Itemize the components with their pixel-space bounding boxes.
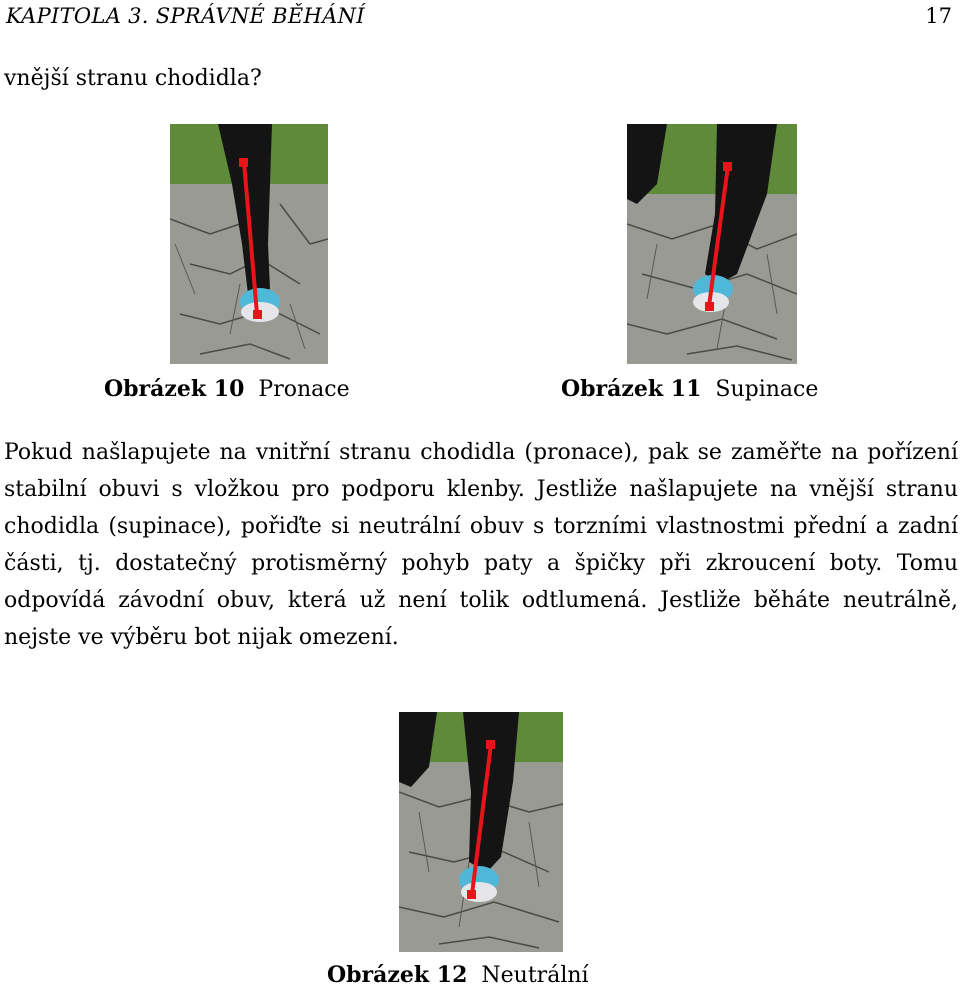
- figure-11-caption-text: Supinace: [715, 377, 819, 402]
- running-header-chapter: KAPITOLA 3. SPRÁVNÉ BĚHÁNÍ: [6, 4, 365, 28]
- body-paragraph: Pokud našlapujete na vnitřní stranu chodidla (pronace), pak se zaměřte na pořízení stabilní obuvi s vložkou pro podporu klenby. Jestliže našlapujete na vnější stranu chodidla (supinace), pořiďte si neutrální obuv s torzními vlastnostmi přední a zadní části, tj. dostatečný protisměrný pohyb paty a špičky při zkroucení boty. Tomu odpovídá závodní obuv, která už není tolik odtlumená. Jestliže běháte neutrálně, nejste ve výběru bot nijak omezení.: [4, 440, 958, 650]
- figure-neutralni-photo: [399, 712, 563, 952]
- figure-12-label: Obrázek 12: [327, 962, 468, 988]
- figure-10-caption-text: Pronace: [258, 377, 350, 402]
- figure-11-caption: [561, 376, 818, 402]
- figure-10-label: Obrázek 10: [104, 376, 245, 402]
- figure-supinace-photo: [627, 124, 797, 364]
- figure-10-caption: [104, 376, 350, 402]
- intro-text: vnější stranu chodidla?: [4, 66, 262, 91]
- figure-12-caption-text: Neutrální: [481, 963, 589, 988]
- figure-11-label: Obrázek 11: [561, 376, 702, 402]
- figure-pronace-photo: [170, 124, 328, 364]
- figure-12-caption: [327, 962, 589, 988]
- page-number: 17: [925, 4, 952, 28]
